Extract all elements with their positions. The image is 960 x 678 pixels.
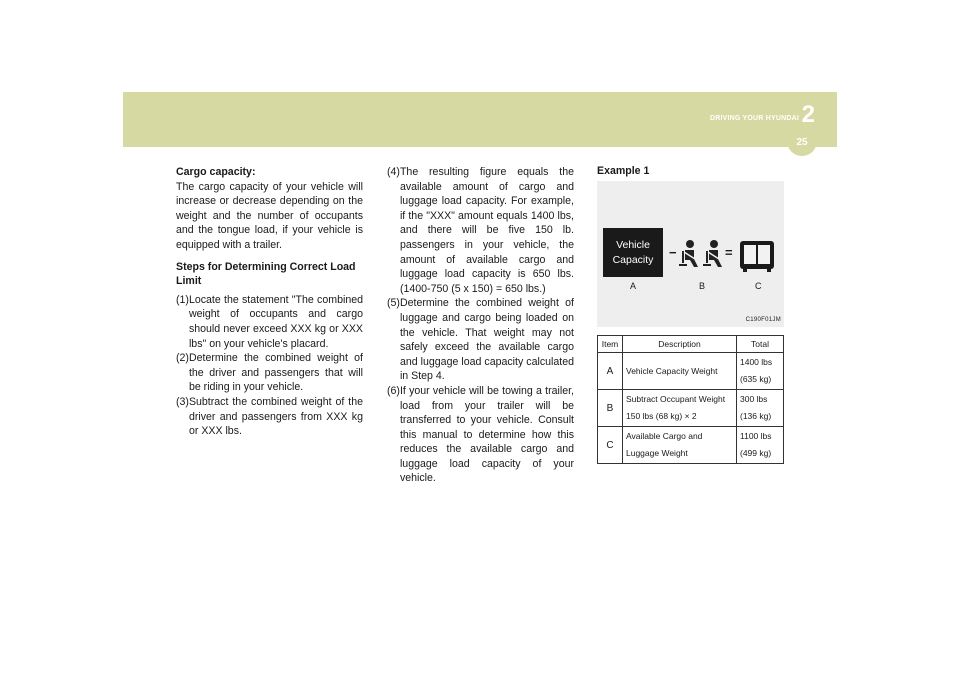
step-text: Subtract the combined weight of the driver and passengers from XXX kg or XXX lbs. bbox=[188, 395, 363, 438]
step-text: Determine the combined weight of the driver and passengers that will be riding in your vehicle. bbox=[188, 352, 363, 394]
steps-heading: Steps for Determining Correct Load Limit bbox=[176, 260, 356, 288]
row-description-line2: 150 lbs (68 kg) × 2 bbox=[626, 411, 697, 421]
table-header-row bbox=[598, 336, 784, 353]
vehicle-capacity-box bbox=[603, 228, 663, 277]
row-total-line1: 1400 lbs bbox=[740, 357, 773, 367]
step-item bbox=[387, 384, 574, 486]
header-total: Total bbox=[737, 336, 784, 353]
step-text: The resulting figure equals the available amount of cargo and luggage load capacity. For example, if the "XXX" amount equals 1400 lbs, and there will be five 150 lb. passengers in your vehicle, the amount of available cargo and luggage load capacity is 650 lbs. (1400-750 (5 x 150) = 650 lbs.) bbox=[399, 166, 574, 295]
header-item: Item bbox=[598, 336, 623, 353]
row-description bbox=[623, 427, 737, 464]
row-item: A bbox=[598, 353, 623, 390]
row-total bbox=[737, 427, 784, 464]
step-text: If your vehicle will be towing a trailer, load from your trailer will be transferred to your vehicle. Consult this manual to determine how this reduces the available cargo and luggage load capacity of your vehicle. bbox=[399, 384, 574, 485]
seated-passenger-icon bbox=[677, 239, 701, 269]
load-table bbox=[597, 335, 784, 464]
step-item bbox=[387, 296, 574, 384]
figure-letter-a: A bbox=[630, 281, 637, 291]
row-item: C bbox=[598, 427, 623, 464]
step-item bbox=[387, 165, 574, 296]
vehicle-label-line1: Vehicle bbox=[616, 238, 650, 251]
example-figure bbox=[597, 181, 784, 327]
header-band bbox=[123, 92, 837, 147]
row-total-line2: (635 kg) bbox=[740, 374, 772, 384]
step-number: (3) bbox=[176, 395, 189, 408]
step-item bbox=[176, 293, 363, 351]
step-text: Determine the combined weight of luggage and cargo being loaded on the vehicle. That weight may not safely exceed the available cargo and luggage load capacity calculated in Step 4. bbox=[399, 297, 574, 383]
row-description-line1: Available Cargo and bbox=[626, 431, 703, 441]
cargo-boxes-icon bbox=[739, 239, 775, 273]
row-description-line1: Subtract Occupant Weight bbox=[626, 394, 726, 404]
figure-code: C190F01JM bbox=[745, 317, 781, 323]
step-number: (4) bbox=[387, 166, 400, 178]
header-description: Description bbox=[623, 336, 737, 353]
row-total bbox=[737, 390, 784, 427]
equals-sign: = bbox=[725, 245, 733, 260]
step-number: (6) bbox=[387, 384, 400, 397]
page-number: 25 bbox=[796, 137, 808, 148]
minus-sign: − bbox=[669, 245, 677, 260]
table-row bbox=[598, 427, 784, 464]
row-item: B bbox=[598, 390, 623, 427]
row-description bbox=[623, 390, 737, 427]
table-row bbox=[598, 353, 784, 390]
step-number: (2) bbox=[176, 352, 189, 365]
cargo-capacity-paragraph: The cargo capacity of your vehicle will increase or decrease depending on the weight and the number of occupants and the tongue load, if your vehicle is equipped with a trailer. bbox=[176, 180, 363, 251]
row-description bbox=[623, 353, 737, 390]
chapter-number: 2 bbox=[801, 101, 815, 128]
step-text: Locate the statement "The combined weight of occupants and cargo should never exceed XXX kg or XXX lbs" on your vehicle's placard. bbox=[188, 293, 363, 350]
row-total-line1: 300 lbs bbox=[740, 394, 768, 404]
page-number-tab bbox=[787, 133, 817, 156]
column-left bbox=[176, 165, 363, 439]
column-middle bbox=[387, 165, 574, 486]
seated-passenger-icon bbox=[701, 239, 725, 269]
figure-letter-b: B bbox=[699, 281, 706, 291]
row-description-line2: Luggage Weight bbox=[626, 448, 688, 458]
row-total-line2: (136 kg) bbox=[740, 411, 772, 421]
vehicle-label-line2: Capacity bbox=[612, 253, 654, 266]
row-total bbox=[737, 353, 784, 390]
row-description-line1: Vehicle Capacity Weight bbox=[626, 365, 718, 376]
step-item bbox=[176, 395, 363, 439]
step-number: (5) bbox=[387, 297, 400, 310]
row-total-line1: 1100 lbs bbox=[740, 431, 772, 441]
chapter-title: DRIVING YOUR HYUNDAI bbox=[709, 115, 799, 122]
row-total-line2: (499 kg) bbox=[740, 448, 772, 458]
cargo-capacity-heading: Cargo capacity: bbox=[176, 166, 256, 178]
step-number: (1) bbox=[176, 293, 189, 306]
step-item bbox=[176, 351, 363, 395]
example-title: Example 1 bbox=[597, 165, 650, 177]
table-row bbox=[598, 390, 784, 427]
figure-letter-c: C bbox=[755, 281, 762, 291]
